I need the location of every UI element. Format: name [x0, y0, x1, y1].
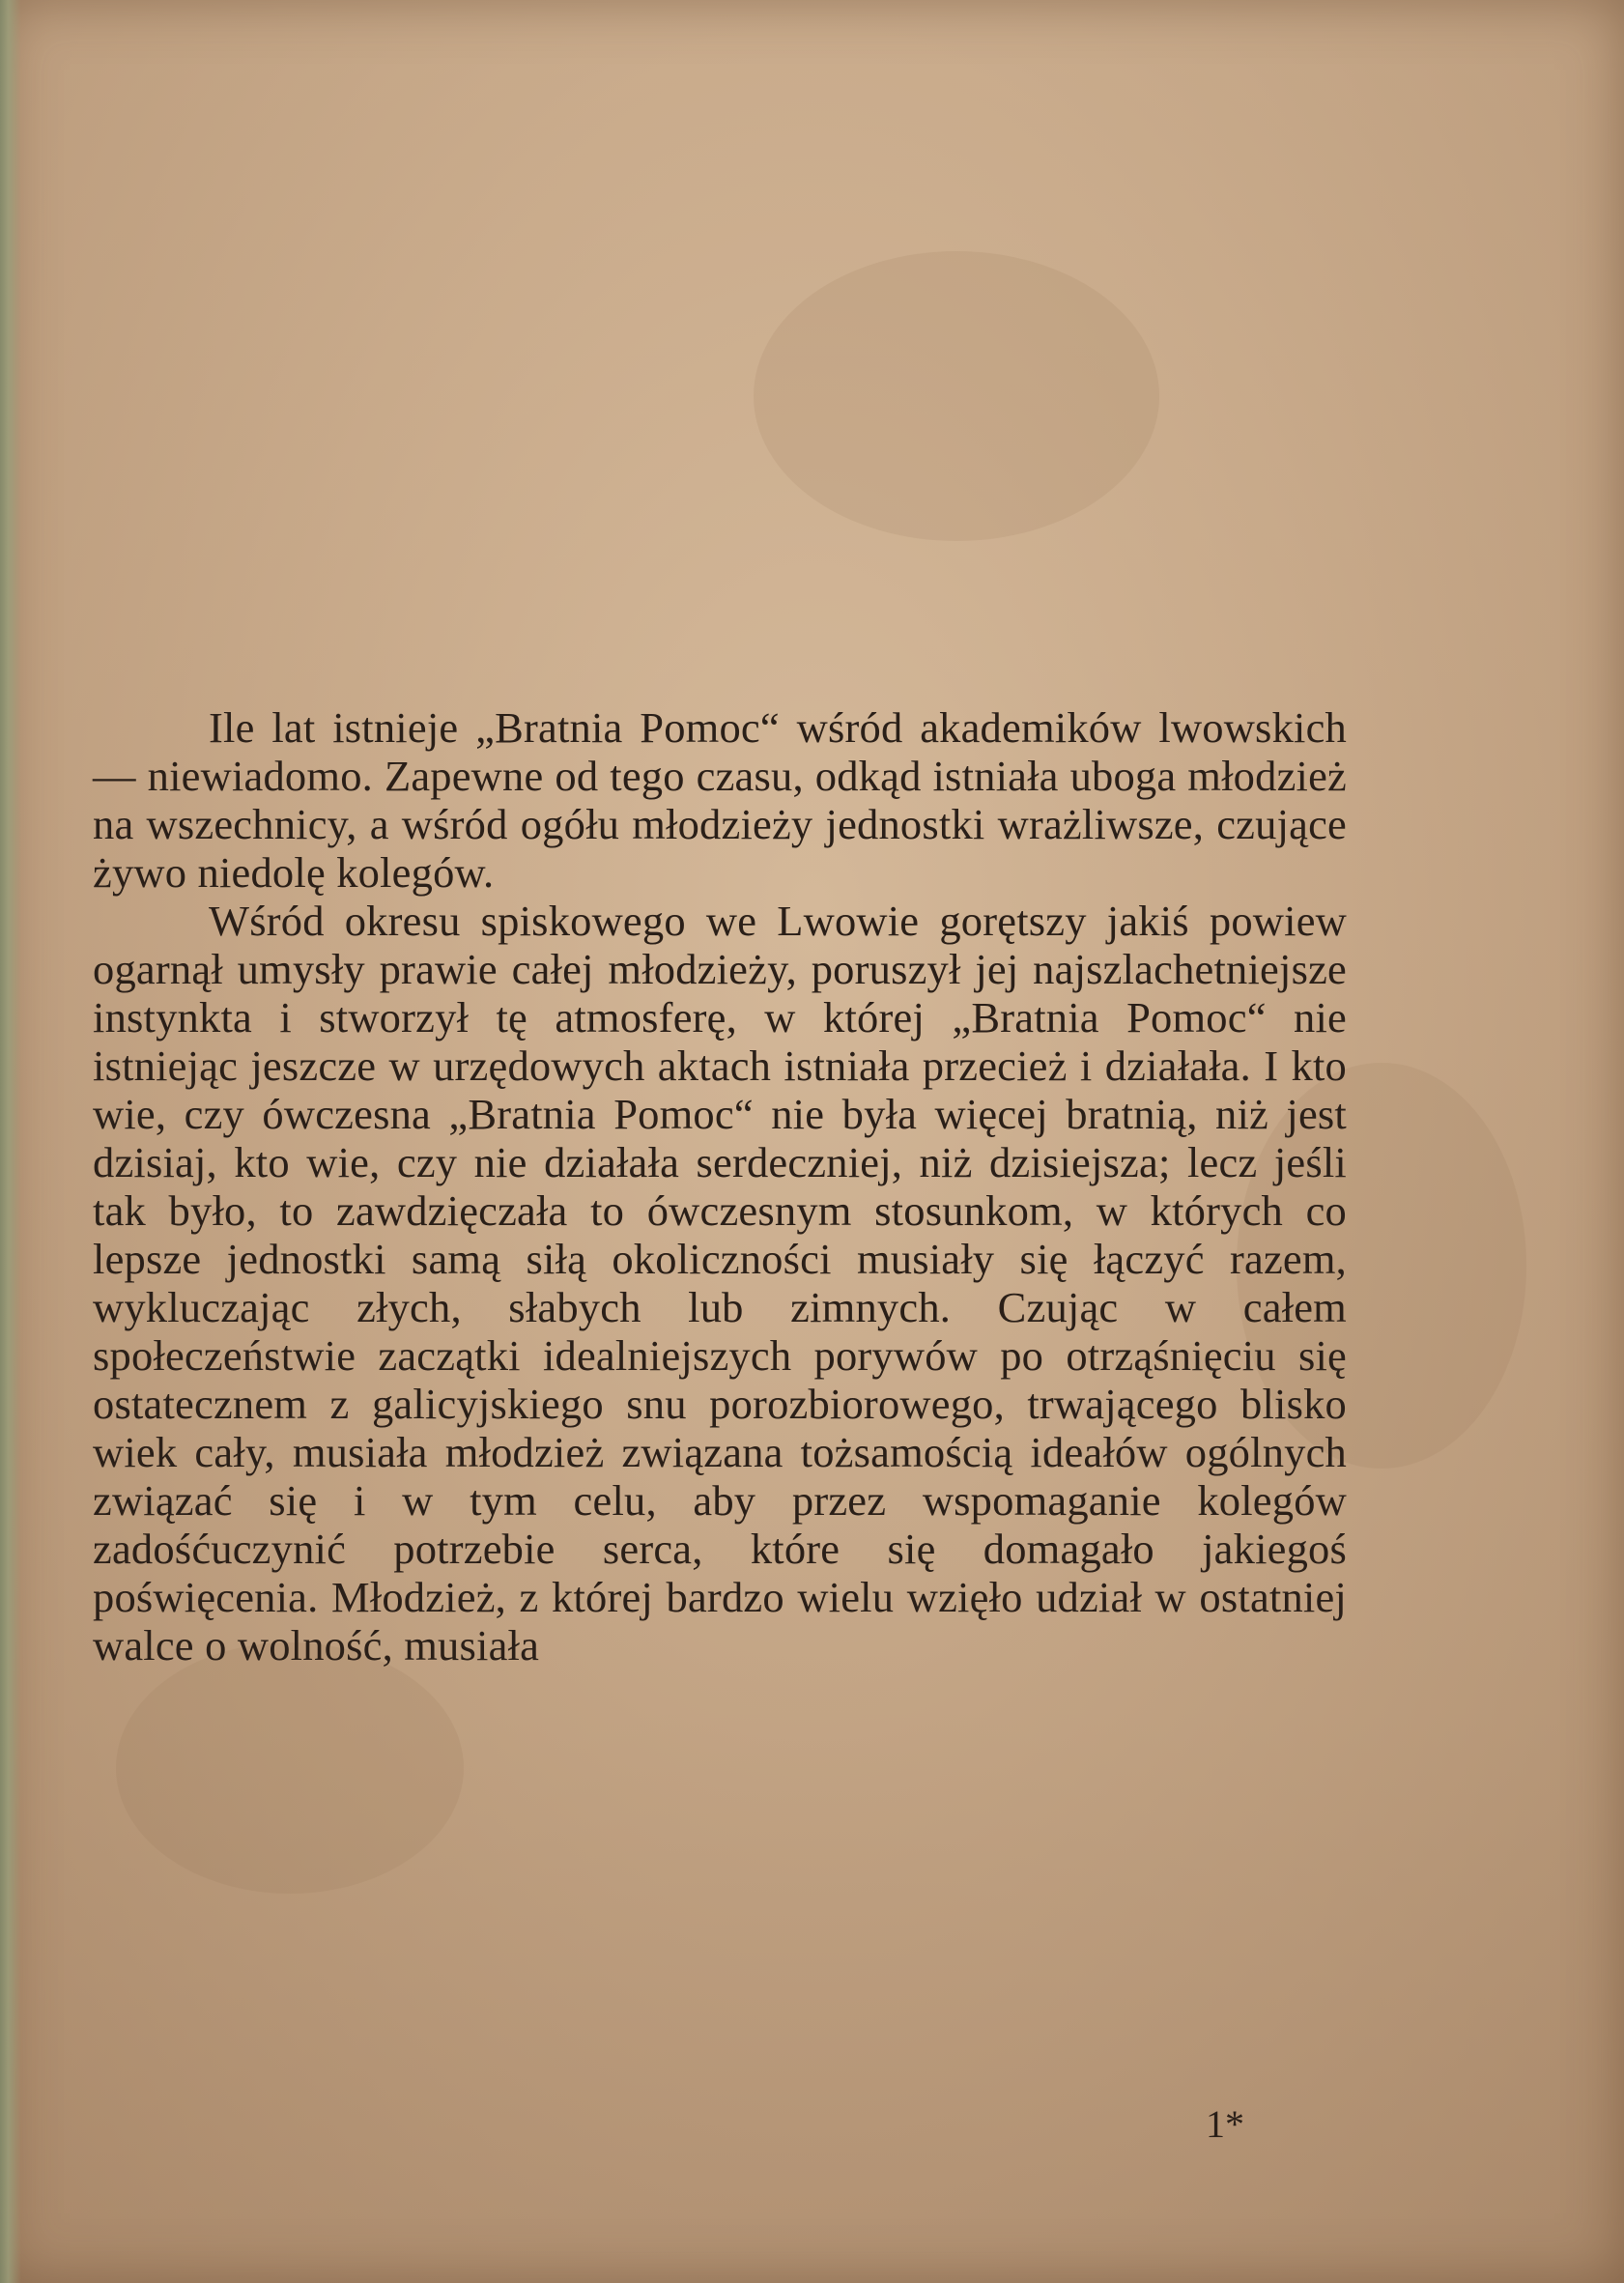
- body-text: [93, 703, 1347, 1669]
- paragraph: Ile lat istnieje „Bratnia Pomoc“ wśród akademików lwowskich — niewiadomo. Zapewne od tego czasu, odkąd istniała uboga młodzież na wszechnicy, a wśród ogółu młodzieży jednostki wrażliwsze, czujące żywo niedolę kolegów.: [93, 703, 1347, 897]
- paper-stain: [754, 251, 1159, 541]
- paper-stain: [116, 1642, 464, 1894]
- book-spine-edge: [0, 0, 21, 2283]
- printer-signature-mark: 1*: [1206, 2102, 1244, 2146]
- paragraph: Wśród okresu spiskowego we Lwowie gorętszy jakiś powiew ogarnął umysły prawie całej młodzieży, poruszył jej najszlachetniejsze instynkta i stworzył tę atmosferę, w której „Bratnia Pomoc“ nie istniejąc jeszcze w urzędowych aktach istniała przecież i działała. I kto wie, czy ówczesna „Bratnia Pomoc“ nie była więcej bratnią, niż jest dzisiaj, kto wie, czy nie działała serdeczniej, niż dzisiejsza; lecz jeśli tak było, to zawdzięczała to ówczesnym stosunkom, w których co lepsze jednostki samą siłą okoliczności musiały się łączyć razem, wykluczając złych, słabych lub zimnych. Czując w całem społeczeństwie zaczątki idealniejszych porywów po otrząśnięciu się ostatecznem z galicyjskiego snu porozbiorowego, trwającego blisko wiek cały, musiała młodzież związana tożsamością ideałów ogólnych związać się i w tym celu, aby przez wspomaganie kolegów zadośćuczynić potrzebie serca, które się domagało jakiegoś poświęcenia. Młodzież, z której bardzo wielu wzięło udział w ostatniej walce o wolność, musiała: [93, 897, 1347, 1669]
